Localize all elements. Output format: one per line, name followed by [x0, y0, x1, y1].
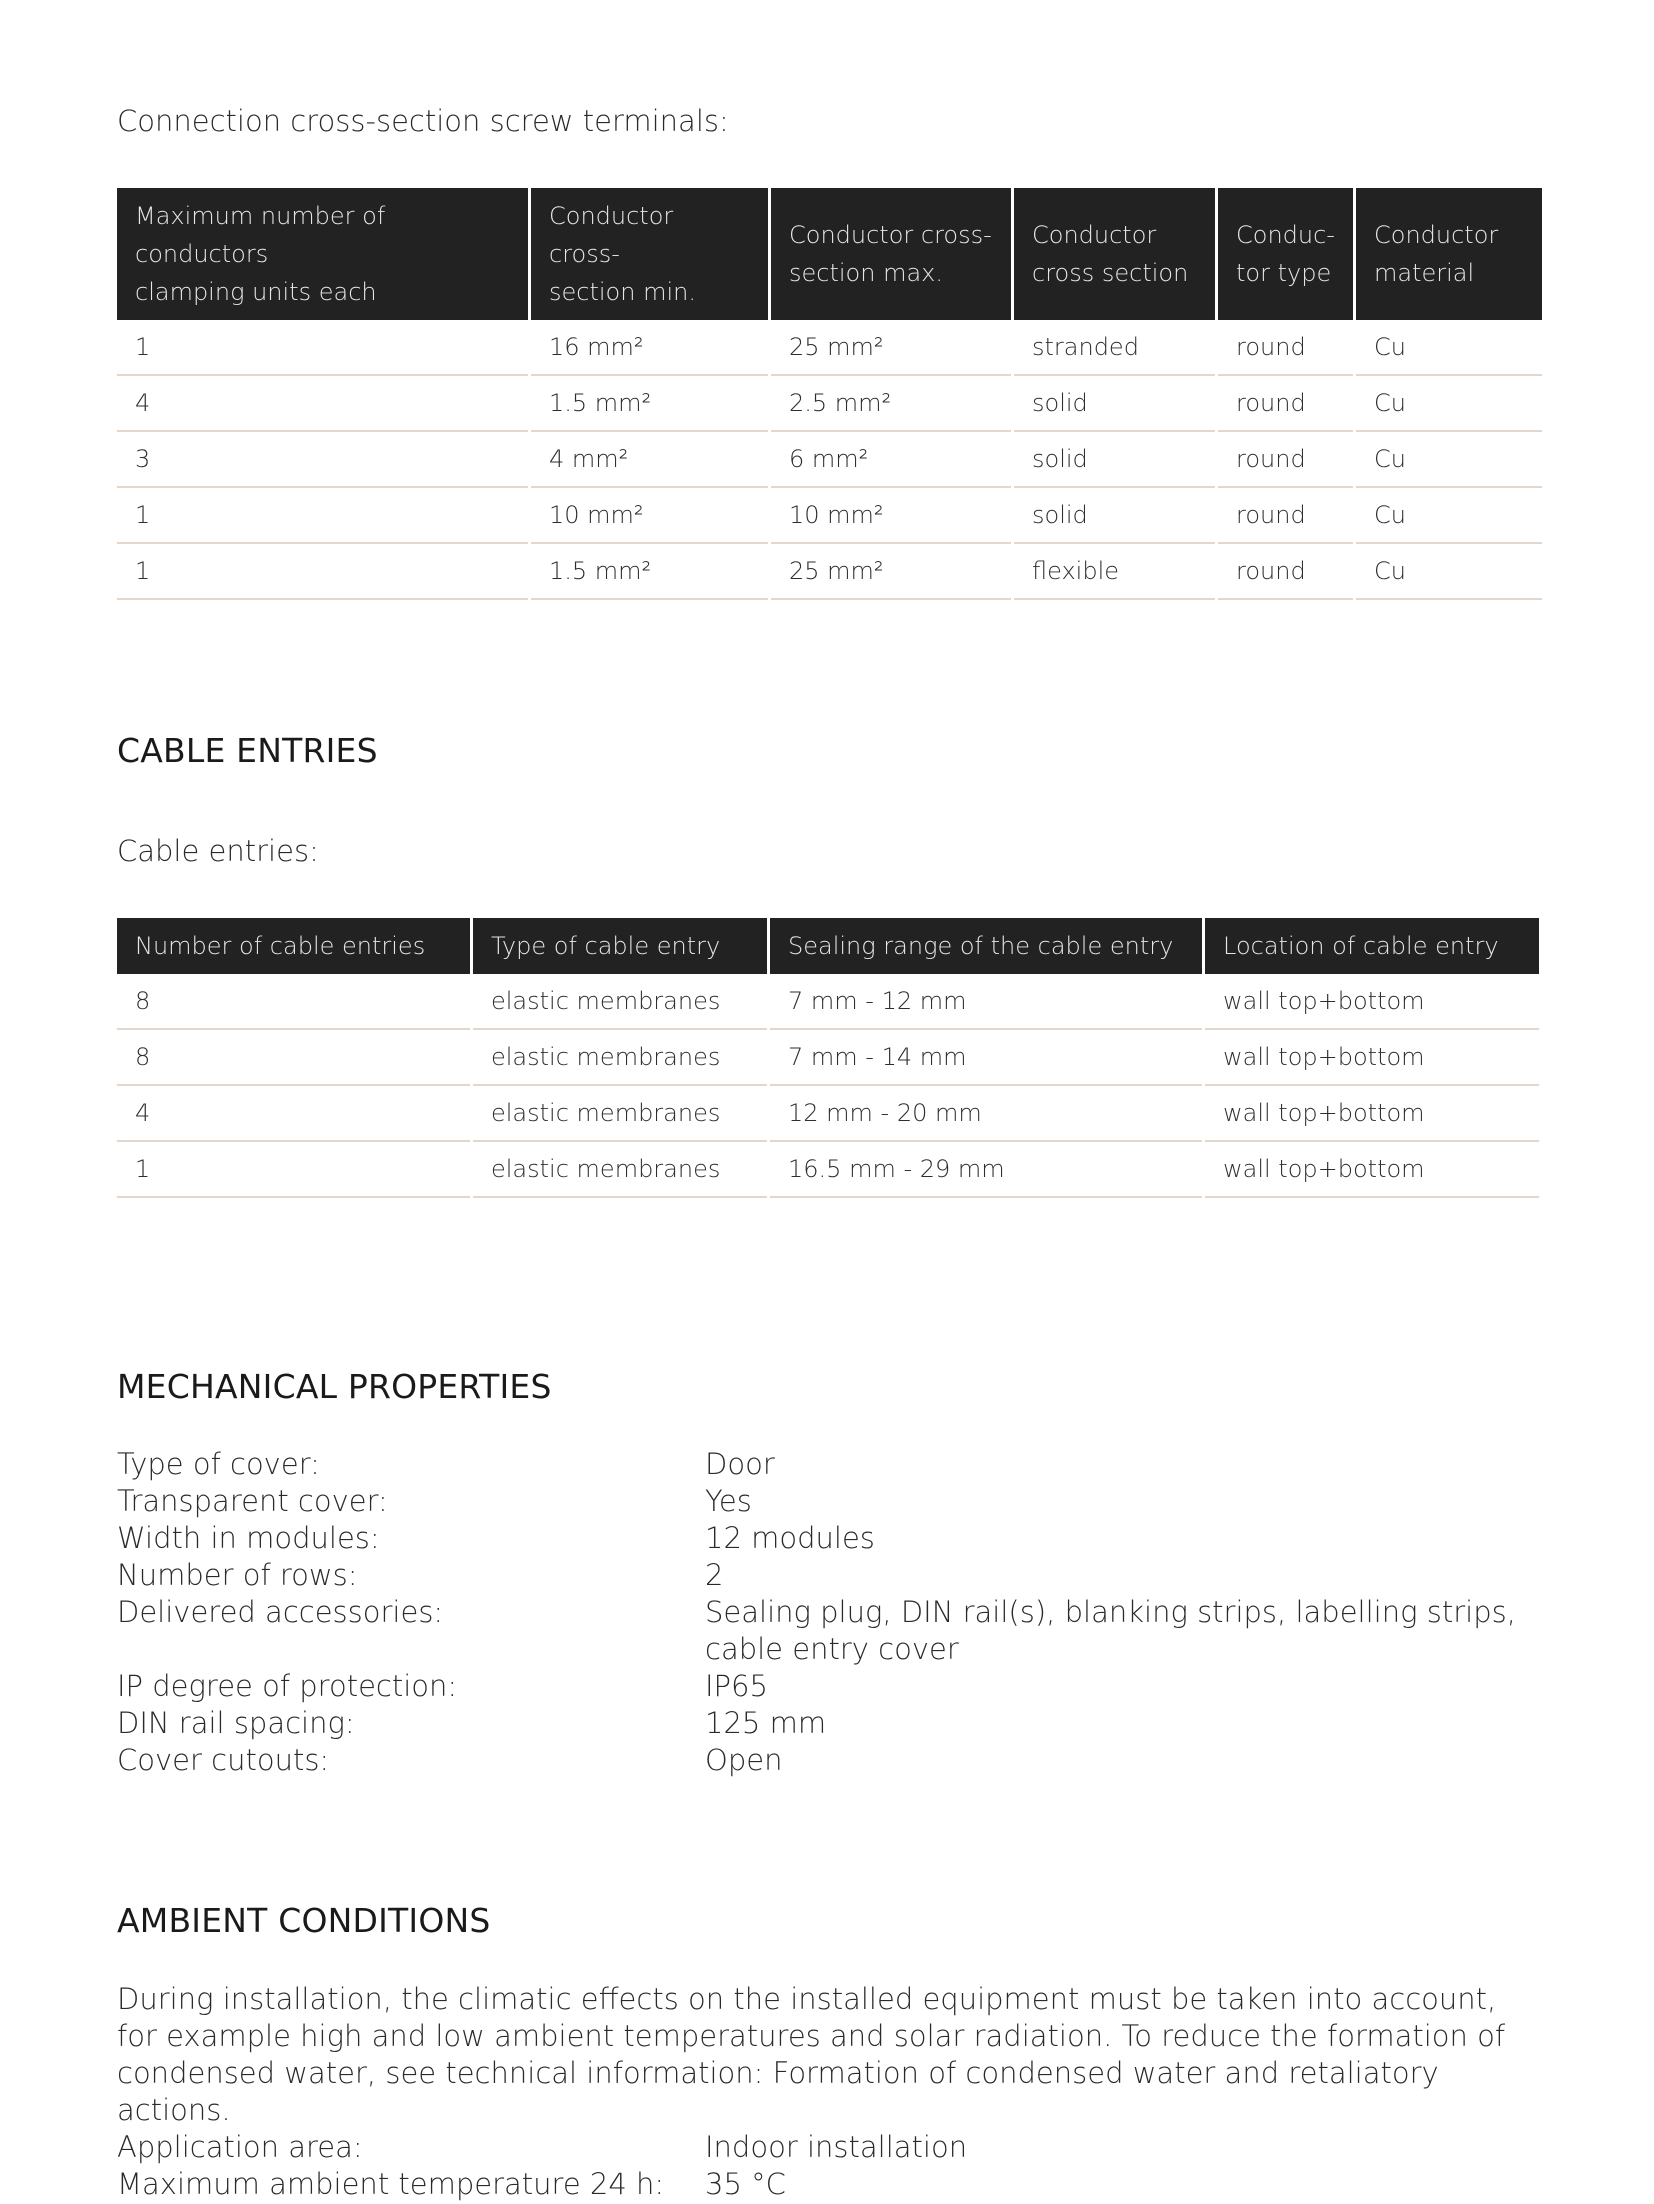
table-cell: Cu [1356, 544, 1542, 600]
property-value: 35 °C [705, 2167, 786, 2201]
table-cell: stranded [1014, 320, 1215, 376]
cable-entries-intro: Cable entries: [117, 834, 319, 868]
table-cell: round [1218, 320, 1353, 376]
property-row [117, 1483, 1529, 1520]
table-cell: elastic membranes [473, 974, 767, 1030]
table-cell: 4 [117, 1086, 470, 1142]
table-cell: elastic membranes [473, 1030, 767, 1086]
table-row [117, 1142, 1539, 1198]
table-cell: 3 [117, 432, 528, 488]
table-cell: 4 [117, 376, 528, 432]
column-header: Conductor cross- section min. [531, 188, 768, 320]
property-label: DIN rail spacing: [117, 1706, 355, 1740]
cable-entries-table [114, 918, 1542, 1198]
screw-terminals-intro: Connection cross-section screw terminals: [117, 104, 729, 138]
table-cell: 6 mm² [771, 432, 1011, 488]
column-header: Conductor cross- section max. [771, 188, 1011, 320]
property-row [117, 1705, 1529, 1742]
table-cell: wall top+bottom [1205, 1030, 1539, 1086]
table-row [117, 488, 1542, 544]
table-row [117, 1030, 1539, 1086]
table-cell: 1 [117, 1142, 470, 1198]
table-cell: Cu [1356, 320, 1542, 376]
property-row [117, 2166, 1529, 2203]
table-cell: 12 mm - 20 mm [770, 1086, 1202, 1142]
table-cell: round [1218, 488, 1353, 544]
table-row [117, 432, 1542, 488]
table-cell: solid [1014, 376, 1215, 432]
column-header: Maximum number of conductors clamping units each [117, 188, 528, 320]
table-cell: 7 mm - 12 mm [770, 974, 1202, 1030]
property-label: Cover cutouts: [117, 1743, 330, 1777]
table-cell: Cu [1356, 432, 1542, 488]
table-cell: wall top+bottom [1205, 974, 1539, 1030]
property-value: 12 modules [705, 1521, 875, 1555]
table-cell: 1.5 mm² [531, 544, 768, 600]
screw-terminals-table [114, 188, 1545, 600]
property-value: 2 [705, 1558, 724, 1592]
table-cell: 1 [117, 488, 528, 544]
property-row [117, 1594, 1529, 1668]
property-label: Number of rows: [117, 1558, 358, 1592]
column-header: Conductor cross section [1014, 188, 1215, 320]
table-row [117, 974, 1539, 1030]
table-cell: solid [1014, 488, 1215, 544]
property-value: Sealing plug, DIN rail(s), blanking strips, labelling strips, cable entry cover [705, 1595, 1516, 1666]
property-label: Delivered accessories: [117, 1595, 444, 1629]
property-label: IP degree of protection: [117, 1669, 458, 1703]
property-label: Maximum ambient temperature 24 h: [117, 2167, 665, 2201]
column-header: Location of cable entry [1205, 918, 1539, 974]
column-header: Number of cable entries [117, 918, 470, 974]
table-cell: elastic membranes [473, 1142, 767, 1198]
table-cell: 8 [117, 1030, 470, 1086]
section-title-mechanical-properties: MECHANICAL PROPERTIES [117, 1367, 552, 1406]
ambient-description: During installation, the climatic effects on the installed equipment must be taken into account, for example high and low ambient temperatures and solar radiation. To reduce the formation of condensed water, see technical information: Formation of condensed water and retaliatory actions. [117, 1982, 1506, 2127]
table-row [117, 320, 1542, 376]
table-cell: 8 [117, 974, 470, 1030]
property-row [117, 1520, 1529, 1557]
table-cell: flexible [1014, 544, 1215, 600]
property-label: Application area: [117, 2130, 363, 2164]
table-header-row [117, 188, 1542, 320]
table-cell: round [1218, 544, 1353, 600]
table-cell: solid [1014, 432, 1215, 488]
property-row [117, 1446, 1529, 1483]
property-value: Yes [705, 1484, 752, 1518]
table-cell: 25 mm² [771, 320, 1011, 376]
section-title-ambient-conditions: AMBIENT CONDITIONS [117, 1901, 491, 1940]
table-cell: 10 mm² [531, 488, 768, 544]
table-cell: elastic membranes [473, 1086, 767, 1142]
table-cell: round [1218, 432, 1353, 488]
table-row [117, 544, 1542, 600]
property-label: Type of cover: [117, 1447, 320, 1481]
table-cell: 16 mm² [531, 320, 768, 376]
table-cell: 25 mm² [771, 544, 1011, 600]
property-label: Transparent cover: [117, 1484, 388, 1518]
table-cell: 2.5 mm² [771, 376, 1011, 432]
table-cell: Cu [1356, 488, 1542, 544]
property-row [117, 1668, 1529, 1705]
table-cell: wall top+bottom [1205, 1142, 1539, 1198]
table-cell: wall top+bottom [1205, 1086, 1539, 1142]
mechanical-properties-list [117, 1446, 1529, 1779]
column-header: Type of cable entry [473, 918, 767, 974]
property-row [117, 2129, 1529, 2166]
property-value: Indoor installation [705, 2130, 968, 2164]
table-row [117, 376, 1542, 432]
ambient-conditions-block [117, 1981, 1529, 2203]
table-row [117, 1086, 1539, 1142]
property-row [117, 1742, 1529, 1779]
table-header-row [117, 918, 1539, 974]
table-cell: 1 [117, 320, 528, 376]
column-header: Sealing range of the cable entry [770, 918, 1202, 974]
property-value: Door [705, 1447, 775, 1481]
property-value: 125 mm [705, 1706, 827, 1740]
table-cell: Cu [1356, 376, 1542, 432]
section-title-cable-entries: CABLE ENTRIES [117, 731, 378, 770]
column-header: Conductor material [1356, 188, 1542, 320]
table-cell: 10 mm² [771, 488, 1011, 544]
table-cell: 1 [117, 544, 528, 600]
table-cell: 4 mm² [531, 432, 768, 488]
column-header: Conduc- tor type [1218, 188, 1353, 320]
table-cell: round [1218, 376, 1353, 432]
table-cell: 7 mm - 14 mm [770, 1030, 1202, 1086]
property-label: Width in modules: [117, 1521, 380, 1555]
table-cell: 1.5 mm² [531, 376, 768, 432]
property-value: Open [705, 1743, 783, 1777]
property-value: IP65 [705, 1669, 768, 1703]
table-cell: 16.5 mm - 29 mm [770, 1142, 1202, 1198]
property-row [117, 1557, 1529, 1594]
